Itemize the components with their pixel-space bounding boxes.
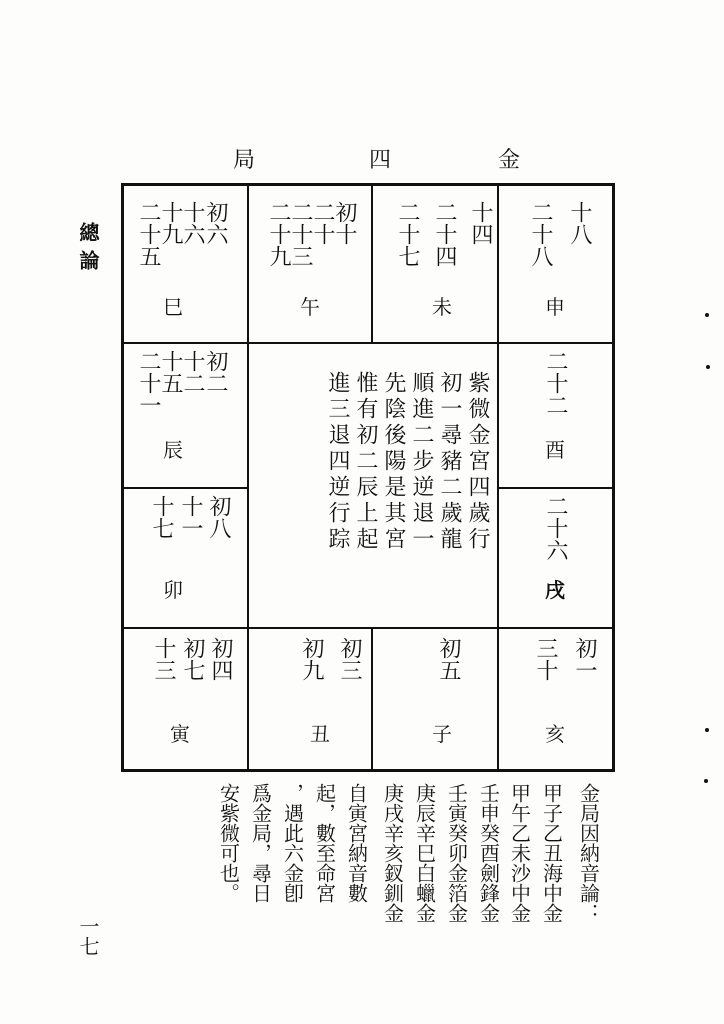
day-col: 二十五 [136, 201, 161, 267]
branch-label: 巳 [163, 295, 183, 319]
branch-label: 丑 [310, 722, 330, 746]
day-col: 初二 [203, 350, 228, 394]
day-col: 十九 [158, 201, 183, 245]
day-col: 十六 [180, 201, 205, 245]
note-line: 庚戌辛亥釵釧金 [380, 783, 405, 923]
verse-line: 紫微金宮四歲行 [465, 371, 490, 553]
branch-label: 酉 [545, 438, 565, 462]
margin-speck [706, 365, 710, 369]
day-col: 十八 [567, 201, 592, 245]
branch-label: 未 [432, 295, 452, 319]
day-col: 十三 [151, 637, 176, 681]
note-line: 庚辰辛巳白蠟金 [412, 783, 437, 923]
day-col: 十一 [178, 495, 203, 539]
branch-label: 辰 [163, 438, 183, 462]
day-col: 二十 [310, 201, 335, 245]
branch-label: 申 [545, 295, 565, 319]
day-col: 初四 [208, 637, 233, 681]
verse-line: 初一尋豬二歲龍 [437, 371, 462, 553]
day-col: 十二 [180, 350, 205, 394]
title-char-2: 四 [369, 148, 392, 173]
verse-line: 進三退四逆行踪 [325, 371, 350, 553]
day-col: 初九 [299, 637, 324, 681]
note-line: 甲子乙丑海中金 [539, 783, 564, 923]
day-col: 二十六 [543, 495, 568, 561]
day-col: 初一 [572, 637, 597, 681]
day-col: 二十八 [528, 201, 553, 267]
day-col: 初三 [337, 637, 362, 681]
day-col: 二十三 [288, 201, 313, 267]
day-col: 初六 [203, 201, 228, 245]
day-col: 二十九 [266, 201, 291, 267]
branch-label: 卯 [163, 578, 183, 602]
margin-speck [704, 779, 708, 783]
day-col: 二十四 [432, 201, 457, 267]
note-line: 自寅宮納音數 [344, 783, 369, 903]
margin-speck [705, 313, 709, 317]
title-char-1: 局 [233, 148, 256, 173]
verse-line: 惟有初二辰上起 [353, 371, 378, 553]
day-col: 十七 [149, 495, 174, 539]
verse-line: 先陰後陽是其宮 [381, 371, 406, 553]
day-col: 初十 [332, 201, 357, 245]
verse-line: 順進二步逆退一 [409, 371, 434, 553]
title-char-3: 金 [498, 148, 521, 173]
note-line: ，遇此六金卽 [280, 783, 305, 903]
day-col: 初八 [206, 495, 231, 539]
branch-label: 午 [300, 295, 320, 319]
note-line: 甲午乙未沙中金 [507, 783, 532, 923]
page-number: 一七 [76, 916, 100, 956]
day-col: 三十 [533, 637, 558, 681]
branch-label: 亥 [545, 722, 565, 746]
note-line: 壬申癸酉劍鋒金 [476, 783, 501, 923]
day-col: 十四 [468, 201, 493, 245]
note-line: 安紫微可也。 [216, 783, 241, 903]
note-line: 起，數至命宮 [312, 783, 337, 903]
branch-label: 子 [432, 722, 452, 746]
day-col: 二十七 [395, 201, 420, 267]
side-label: 總論 [76, 222, 100, 278]
day-col: 初七 [180, 637, 205, 681]
margin-speck [705, 728, 709, 732]
day-col: 十五 [158, 350, 183, 394]
note-line: 壬寅癸卯金箔金 [444, 783, 469, 923]
day-col: 二十一 [136, 350, 161, 416]
branch-label: 寅 [170, 722, 190, 746]
note-line: 爲金局，尋日 [248, 783, 273, 903]
note-line: 金局因納音論： [576, 783, 601, 923]
day-col: 初五 [436, 637, 461, 681]
branch-label: 戌 [545, 578, 565, 602]
day-col: 二十二 [543, 350, 568, 416]
